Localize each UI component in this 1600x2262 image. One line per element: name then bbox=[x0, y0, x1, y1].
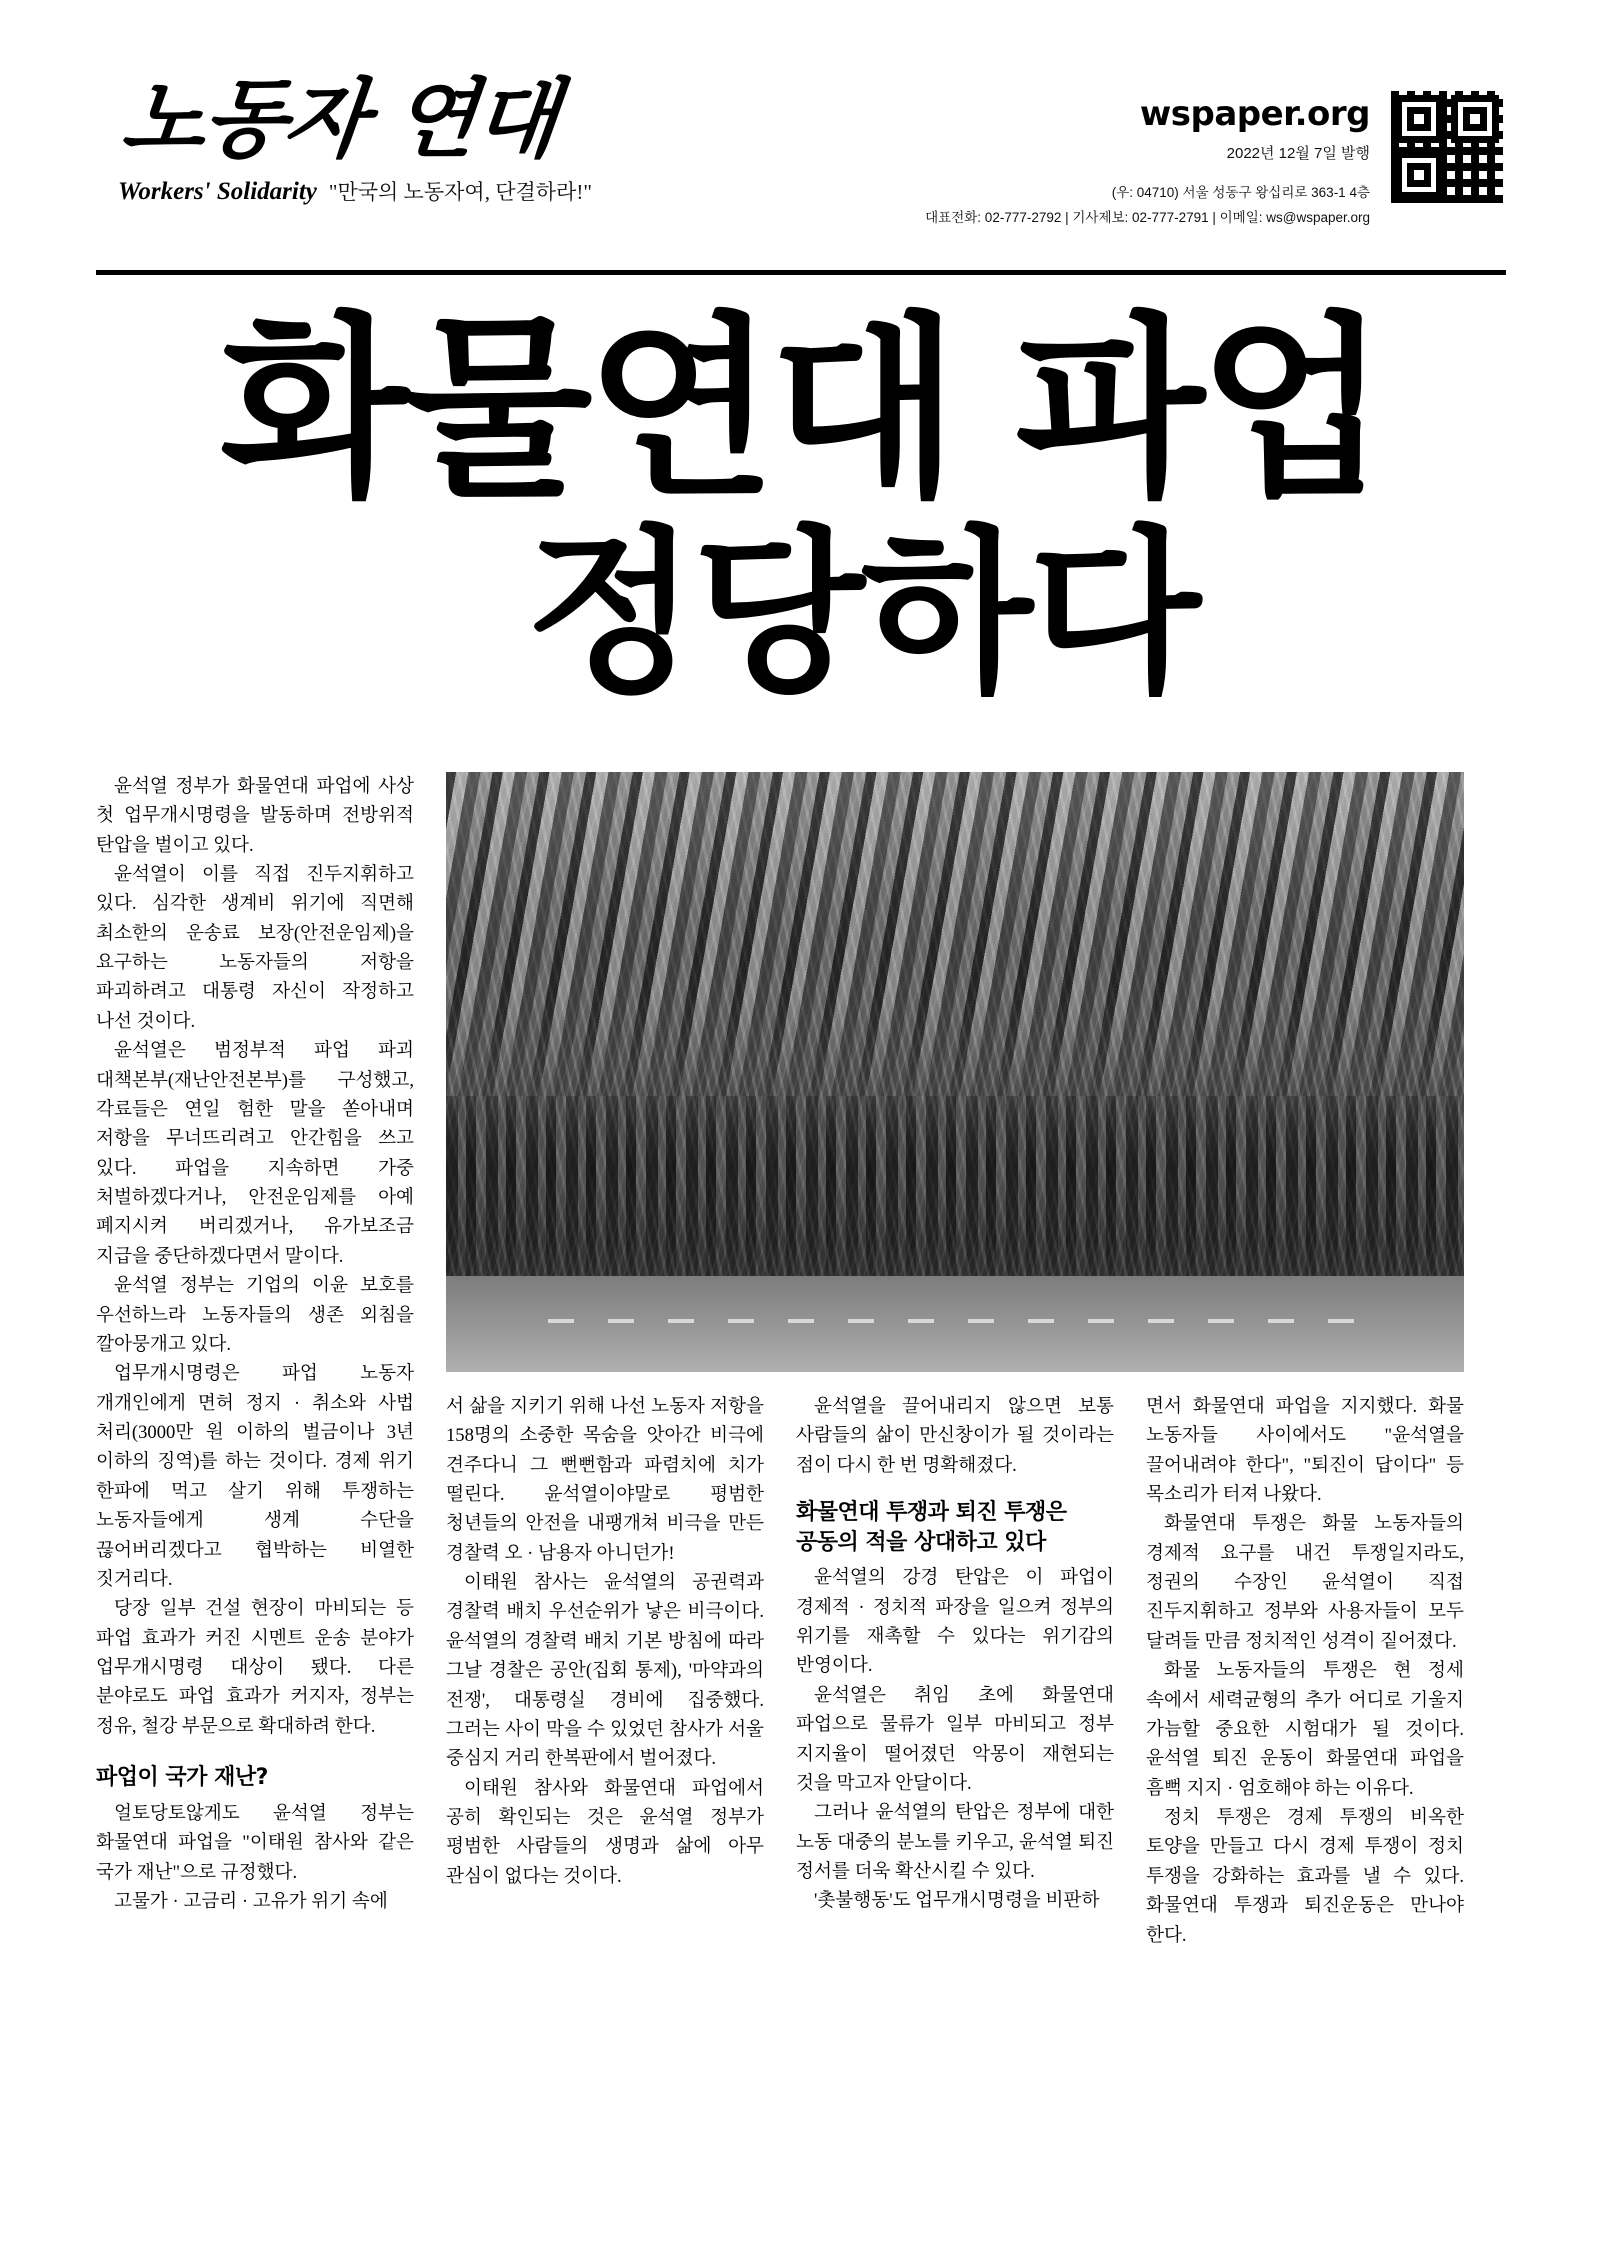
paragraph: 화물 노동자들의 투쟁은 현 정세 속에서 세력균형의 추가 어디로 기울지 가늠할 중요한 시험대가 될 것이다. 윤석열 퇴진 운동이 화물연대 파업을 흠뻑 지지 · 엄호해야 하는 이유다. bbox=[1146, 1660, 1464, 1799]
contact-info: 대표전화: 02-777-2792 | 기사제보: 02-777-2791 | 이메일: ws@wspaper.org bbox=[925, 210, 1370, 225]
logo-title-ko: 노동자 연대 bbox=[117, 70, 561, 170]
masthead-info bbox=[925, 88, 1506, 226]
logo-subtitle-row bbox=[118, 176, 718, 206]
logo-title-en: Workers' Solidarity bbox=[118, 177, 317, 205]
paragraph: 면서 화물연대 파업을 지지했다. 화물 노동자들 사이에서도 "윤석열을 끌어내려야 한다", "퇴진이 답이다" 등 목소리가 터져 나왔다. bbox=[1146, 1395, 1464, 1505]
lead-photo bbox=[446, 772, 1464, 1372]
article-body bbox=[96, 772, 1506, 1950]
section-subhead: 화물연대 투쟁과 퇴진 투쟁은 공동의 적을 상대하고 있다 bbox=[796, 1499, 1067, 1555]
photo-crowd-layer bbox=[446, 1096, 1464, 1276]
paragraph: 서 삶을 지키기 위해 나선 노동자 저항을 158명의 소중한 목숨을 앗아간 비극에 견주다니 그 뻔뻔함과 파렴치에 치가 떨린다. 윤석열이야말로 평범한 청년들의 안전을 내팽개쳐 비극을 만든 경찰력 오 · 남용자 아니던가! bbox=[446, 1395, 764, 1564]
headline-line-2: 정당하다 bbox=[525, 509, 1197, 717]
page-headline bbox=[96, 275, 1506, 717]
paragraph: '촛불행동'도 업무개시명령을 비판하 bbox=[814, 1890, 1100, 1912]
paragraph: 정치 투쟁은 경제 투쟁의 비옥한 토양을 만들고 다시 경제 투쟁이 정치 투쟁을 강화하는 효과를 낼 수 있다. 화물연대 투쟁과 퇴진운동은 만나야 한다. bbox=[1146, 1807, 1464, 1946]
logo-slogan: "만국의 노동자여, 단결하라!" bbox=[328, 179, 592, 204]
office-address: (우: 04710) 서울 성동구 왕십리로 363-1 4층 bbox=[1111, 185, 1370, 200]
paragraph: 윤석열 정부는 기업의 이윤 보호를 우선하느라 노동자들의 생존 외침을 깔아뭉개고 있다. bbox=[96, 1275, 414, 1355]
publication-logo[interactable] bbox=[117, 70, 718, 206]
lead-photo-image bbox=[446, 772, 1464, 1372]
article-column-3 bbox=[796, 1392, 1114, 1950]
article-column-2 bbox=[446, 1392, 764, 1950]
photo-flags-layer bbox=[446, 772, 1464, 1120]
paragraph: 이태원 참사와 화물연대 파업에서 공히 확인되는 것은 윤석열 정부가 평범한 사람들의 생명과 삶에 아무 관심이 없다는 것이다. bbox=[446, 1777, 764, 1887]
paragraph: 그러나 윤석열의 탄압은 정부에 대한 노동 대중의 분노를 키우고, 윤석열 퇴진 정서를 더욱 확산시킬 수 있다. bbox=[796, 1802, 1114, 1883]
paragraph: 윤석열 정부가 화물연대 파업에 사상 첫 업무개시명령을 발동하며 전방위적 탄압을 벌이고 있다. bbox=[96, 775, 414, 856]
site-url[interactable]: wspaper.org bbox=[1139, 94, 1370, 134]
headline-line-1: 화물연대 파업 bbox=[219, 296, 1383, 524]
paragraph: 윤석열의 강경 탄압은 이 파업이 경제적 · 정치적 파장을 일으켜 정부의 위기를 재촉할 수 있다는 위기감의 반영이다. bbox=[796, 1567, 1114, 1677]
paragraph: 윤석열을 끌어내리지 않으면 보통 사람들의 삶이 만신창이가 될 것이라는 점이 다시 한 번 명확해졌다. bbox=[796, 1395, 1114, 1476]
paragraph: 화물연대 투쟁은 화물 노동자들의 경제적 요구를 내건 투쟁일지라도, 정권의 수장인 윤석열이 직접 진두지휘하고 정부와 사용자들이 모두 달려들 만큼 정치적인 성격이 짙어졌다. bbox=[1146, 1513, 1464, 1652]
page-sheet bbox=[96, 62, 1506, 2202]
paragraph: 당장 일부 건설 현장이 마비되는 등 파업 효과가 커진 시멘트 운송 분야가 업무개시명령 대상이 됐다. 다른 분야로도 파업 효과가 커지자, 정부는 정유, 철강 부문으로 확대하려 한다. bbox=[96, 1598, 414, 1737]
paragraph: 이태원 참사는 윤석열의 공권력과 경찰력 배치 우선순위가 낳은 비극이다. 윤석열의 경찰력 배치 기본 방침에 따라 그날 경찰은 공안(집회 통제), '마약과의 전쟁', 대통령실 경비에 집중했다. 그러는 사이 막을 수 있었던 참사가 서울 중심지 거리 한복판에서 벌어졌다. bbox=[446, 1572, 764, 1770]
paragraph: 업무개시명령은 파업 노동자 개개인에게 면허 정지 · 취소와 사법 처리(3000만 원 이하의 벌금이나 3년 이하의 징역)를 하는 것이다. 경제 위기 한파에 먹고 살기 위해 투쟁하는 노동자들에게 생계 수단을 끊어버리겠다고 협박하는 비열한 짓거리다. bbox=[96, 1363, 414, 1590]
paragraph: 윤석열이 이를 직접 진두지휘하고 있다. 심각한 생계비 위기에 직면해 최소한의 운송료 보장(안전운임제)을 요구하는 노동자들의 저항을 파괴하려고 대통령 자신이 작정하고 나선 것이다. bbox=[96, 863, 414, 1032]
paragraph: 고물가 · 고금리 · 고유가 위기 속에 bbox=[114, 1890, 388, 1912]
photo-road-layer bbox=[446, 1276, 1464, 1372]
qr-code-icon[interactable] bbox=[1388, 88, 1506, 206]
paragraph: 윤석열은 범정부적 파업 파괴 대책본부(재난안전본부)를 구성했고, 각료들은 연일 험한 말을 쏟아내며 저항을 무너뜨리려고 안간힘을 쓰고 있다. 파업을 지속하면 가중 처벌하겠다거나, 안전운임제를 아예 폐지시켜 버리겠거나, 유가보조금 지급을 중단하겠다면서 말이다. bbox=[96, 1040, 414, 1267]
article-column-4 bbox=[1146, 1392, 1464, 1950]
section-subhead: 파업이 국가 재난? bbox=[96, 1765, 268, 1791]
paragraph: 얼토당토않게도 윤석열 정부는 화물연대 파업을 "이태원 참사와 같은 국가 재난"으로 규정했다. bbox=[96, 1802, 414, 1883]
issue-date: 2022년 12월 7일 발행 bbox=[1226, 145, 1370, 162]
masthead bbox=[96, 62, 1506, 262]
paragraph: 윤석열은 취임 초에 화물연대 파업으로 물류가 일부 마비되고 정부 지지율이 떨어졌던 악몽이 재현되는 것을 막고자 안달이다. bbox=[796, 1684, 1114, 1794]
article-column-1 bbox=[96, 772, 414, 1950]
masthead-info-text bbox=[925, 88, 1370, 226]
